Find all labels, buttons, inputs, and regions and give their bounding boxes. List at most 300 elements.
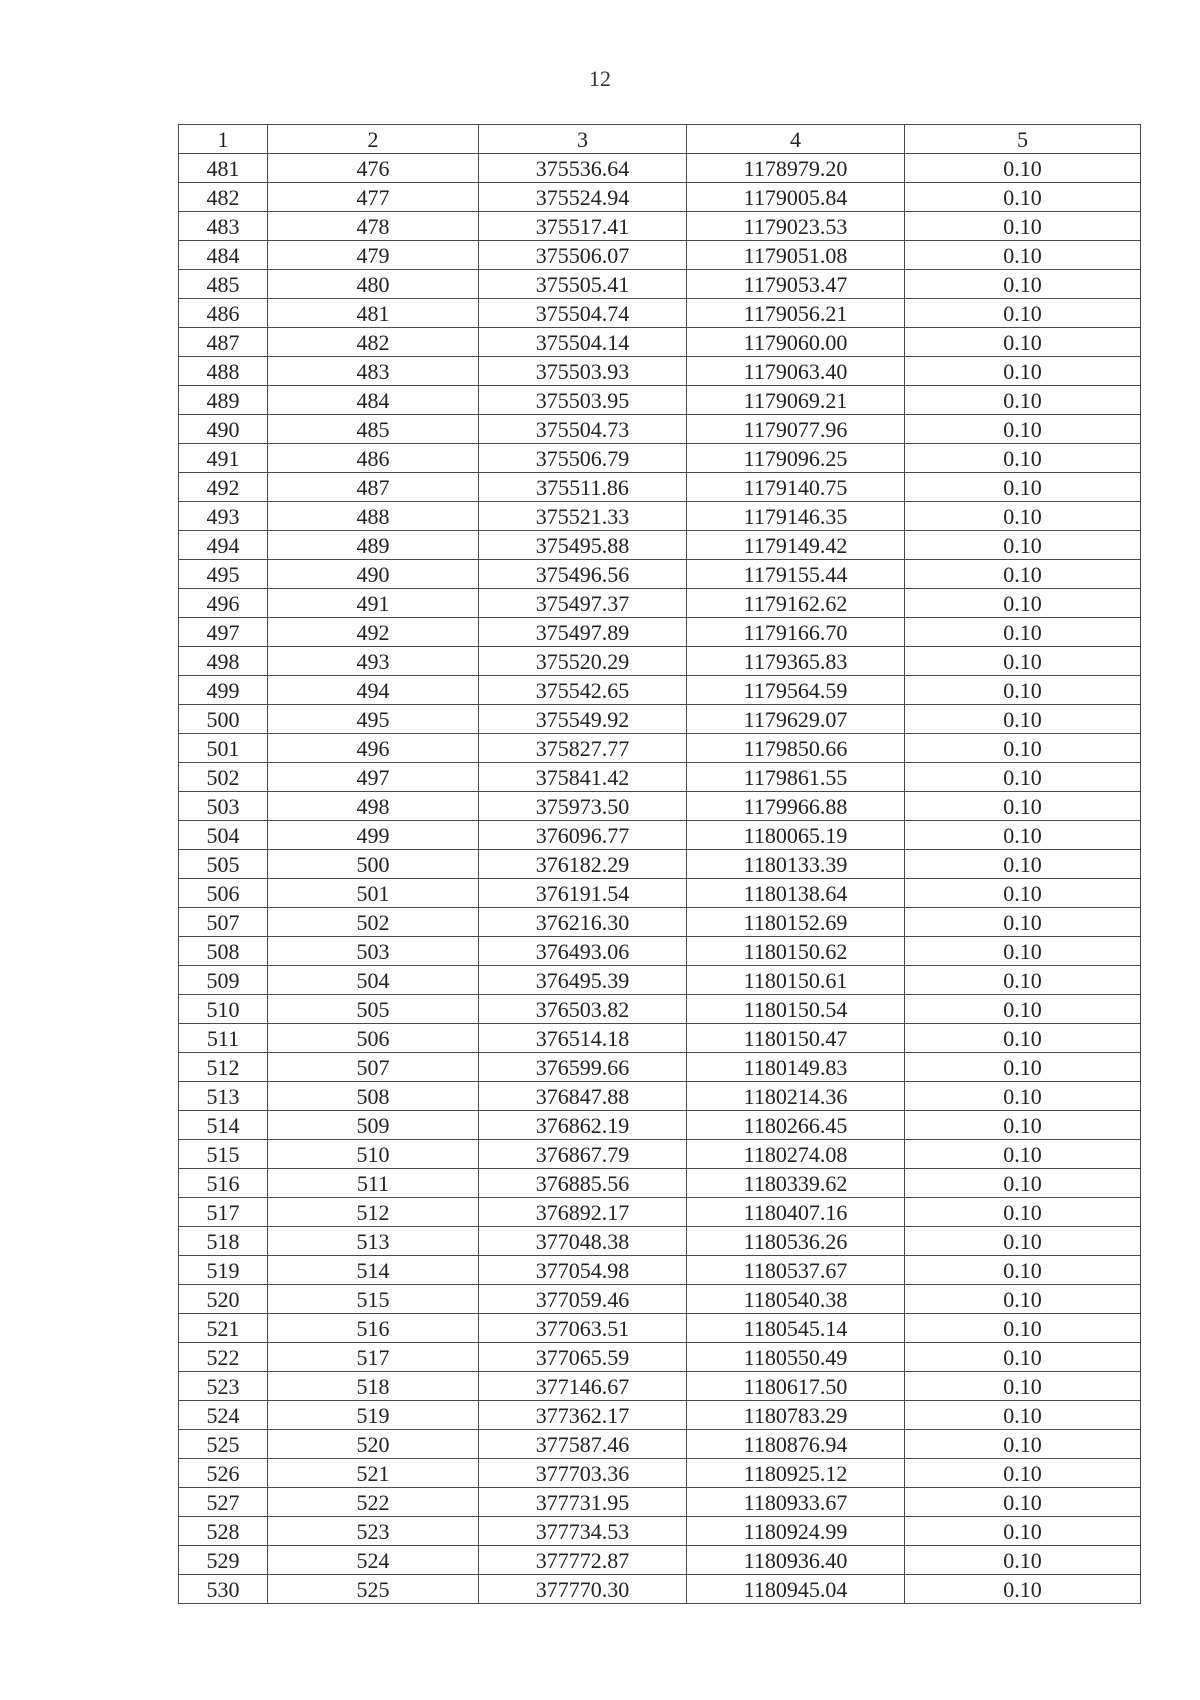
index-cell: 489 [268,531,479,560]
tolerance-cell: 0.10 [905,1372,1141,1401]
point-number-cell: 506 [179,879,268,908]
index-cell: 487 [268,473,479,502]
x-coordinate-cell: 375497.37 [479,589,687,618]
y-coordinate-cell: 1179053.47 [687,270,905,299]
index-cell: 502 [268,908,479,937]
y-coordinate-cell: 1180150.54 [687,995,905,1024]
index-cell: 518 [268,1372,479,1401]
tolerance-cell: 0.10 [905,1488,1141,1517]
tolerance-cell: 0.10 [905,792,1141,821]
x-coordinate-cell: 376892.17 [479,1198,687,1227]
y-coordinate-cell: 1180133.39 [687,850,905,879]
tolerance-cell: 0.10 [905,763,1141,792]
tolerance-cell: 0.10 [905,386,1141,415]
y-coordinate-cell: 1179162.62 [687,589,905,618]
y-coordinate-cell: 1180924.99 [687,1517,905,1546]
point-number-cell: 499 [179,676,268,705]
point-number-cell: 496 [179,589,268,618]
table-row [179,966,1141,995]
point-number-cell: 526 [179,1459,268,1488]
table-row [179,618,1141,647]
index-cell: 491 [268,589,479,618]
index-cell: 498 [268,792,479,821]
tolerance-cell: 0.10 [905,995,1141,1024]
column-header-2: 2 [268,125,479,154]
y-coordinate-cell: 1179629.07 [687,705,905,734]
point-number-cell: 500 [179,705,268,734]
point-number-cell: 524 [179,1401,268,1430]
point-number-cell: 527 [179,1488,268,1517]
tolerance-cell: 0.10 [905,1459,1141,1488]
tolerance-cell: 0.10 [905,270,1141,299]
y-coordinate-cell: 1180274.08 [687,1140,905,1169]
y-coordinate-cell: 1179365.83 [687,647,905,676]
point-number-cell: 495 [179,560,268,589]
tolerance-cell: 0.10 [905,1343,1141,1372]
point-number-cell: 486 [179,299,268,328]
point-number-cell: 517 [179,1198,268,1227]
tolerance-cell: 0.10 [905,1401,1141,1430]
table-row [179,386,1141,415]
point-number-cell: 483 [179,212,268,241]
index-cell: 507 [268,1053,479,1082]
table-row [179,154,1141,183]
x-coordinate-cell: 377772.87 [479,1546,687,1575]
x-coordinate-cell: 376862.19 [479,1111,687,1140]
table-row [179,1546,1141,1575]
tolerance-cell: 0.10 [905,821,1141,850]
tolerance-cell: 0.10 [905,328,1141,357]
table-row [179,1343,1141,1372]
x-coordinate-cell: 376599.66 [479,1053,687,1082]
point-number-cell: 492 [179,473,268,502]
index-cell: 479 [268,241,479,270]
x-coordinate-cell: 377059.46 [479,1285,687,1314]
x-coordinate-cell: 375495.88 [479,531,687,560]
y-coordinate-cell: 1179069.21 [687,386,905,415]
y-coordinate-cell: 1180065.19 [687,821,905,850]
index-cell: 482 [268,328,479,357]
column-header-4: 4 [687,125,905,154]
index-cell: 488 [268,502,479,531]
x-coordinate-cell: 376191.54 [479,879,687,908]
column-header-3: 3 [479,125,687,154]
x-coordinate-cell: 375524.94 [479,183,687,212]
header-row [179,125,1141,154]
x-coordinate-cell: 376514.18 [479,1024,687,1053]
tolerance-cell: 0.10 [905,473,1141,502]
table-row [179,1256,1141,1285]
x-coordinate-cell: 375504.14 [479,328,687,357]
y-coordinate-cell: 1179096.25 [687,444,905,473]
y-coordinate-cell: 1180150.61 [687,966,905,995]
table-row [179,502,1141,531]
point-number-cell: 493 [179,502,268,531]
index-cell: 509 [268,1111,479,1140]
y-coordinate-cell: 1180945.04 [687,1575,905,1604]
y-coordinate-cell: 1179005.84 [687,183,905,212]
x-coordinate-cell: 376096.77 [479,821,687,850]
table-row [179,1227,1141,1256]
tolerance-cell: 0.10 [905,415,1141,444]
x-coordinate-cell: 375520.29 [479,647,687,676]
table-row [179,705,1141,734]
index-cell: 506 [268,1024,479,1053]
index-cell: 521 [268,1459,479,1488]
y-coordinate-cell: 1180339.62 [687,1169,905,1198]
table-row [179,821,1141,850]
table-row [179,676,1141,705]
point-number-cell: 484 [179,241,268,270]
tolerance-cell: 0.10 [905,647,1141,676]
tolerance-cell: 0.10 [905,1546,1141,1575]
y-coordinate-cell: 1179063.40 [687,357,905,386]
table-row [179,647,1141,676]
table-row [179,212,1141,241]
point-number-cell: 501 [179,734,268,763]
index-cell: 514 [268,1256,479,1285]
table-row [179,1169,1141,1198]
table-row [179,241,1141,270]
tolerance-cell: 0.10 [905,1024,1141,1053]
index-cell: 510 [268,1140,479,1169]
point-number-cell: 502 [179,763,268,792]
tolerance-cell: 0.10 [905,966,1141,995]
table-row [179,1111,1141,1140]
tolerance-cell: 0.10 [905,850,1141,879]
table-row [179,357,1141,386]
y-coordinate-cell: 1180149.83 [687,1053,905,1082]
y-coordinate-cell: 1180936.40 [687,1546,905,1575]
x-coordinate-cell: 375506.07 [479,241,687,270]
table-row [179,792,1141,821]
x-coordinate-cell: 375827.77 [479,734,687,763]
x-coordinate-cell: 377734.53 [479,1517,687,1546]
point-number-cell: 505 [179,850,268,879]
point-number-cell: 515 [179,1140,268,1169]
tolerance-cell: 0.10 [905,241,1141,270]
tolerance-cell: 0.10 [905,1140,1141,1169]
point-number-cell: 504 [179,821,268,850]
point-number-cell: 530 [179,1575,268,1604]
table-row [179,1198,1141,1227]
x-coordinate-cell: 377587.46 [479,1430,687,1459]
tolerance-cell: 0.10 [905,937,1141,966]
tolerance-cell: 0.10 [905,908,1141,937]
y-coordinate-cell: 1178979.20 [687,154,905,183]
point-number-cell: 498 [179,647,268,676]
coordinates-table [178,124,1141,1604]
table-row [179,734,1141,763]
y-coordinate-cell: 1179850.66 [687,734,905,763]
tolerance-cell: 0.10 [905,1169,1141,1198]
point-number-cell: 529 [179,1546,268,1575]
tolerance-cell: 0.10 [905,1256,1141,1285]
x-coordinate-cell: 375497.89 [479,618,687,647]
index-cell: 519 [268,1401,479,1430]
y-coordinate-cell: 1179564.59 [687,676,905,705]
index-cell: 484 [268,386,479,415]
x-coordinate-cell: 375549.92 [479,705,687,734]
y-coordinate-cell: 1180876.94 [687,1430,905,1459]
index-cell: 520 [268,1430,479,1459]
point-number-cell: 528 [179,1517,268,1546]
index-cell: 494 [268,676,479,705]
x-coordinate-cell: 377054.98 [479,1256,687,1285]
table-row [179,328,1141,357]
point-number-cell: 490 [179,415,268,444]
table-row [179,1314,1141,1343]
table-row [179,1488,1141,1517]
index-cell: 522 [268,1488,479,1517]
table-row [179,473,1141,502]
x-coordinate-cell: 377048.38 [479,1227,687,1256]
point-number-cell: 511 [179,1024,268,1053]
table-header [179,125,1141,154]
index-cell: 486 [268,444,479,473]
tolerance-cell: 0.10 [905,1111,1141,1140]
y-coordinate-cell: 1179155.44 [687,560,905,589]
x-coordinate-cell: 376867.79 [479,1140,687,1169]
point-number-cell: 516 [179,1169,268,1198]
point-number-cell: 491 [179,444,268,473]
tolerance-cell: 0.10 [905,1575,1141,1604]
y-coordinate-cell: 1180150.47 [687,1024,905,1053]
y-coordinate-cell: 1180150.62 [687,937,905,966]
table-row [179,1401,1141,1430]
table-row [179,299,1141,328]
index-cell: 500 [268,850,479,879]
index-cell: 508 [268,1082,479,1111]
table-row [179,1082,1141,1111]
x-coordinate-cell: 377703.36 [479,1459,687,1488]
tolerance-cell: 0.10 [905,1053,1141,1082]
y-coordinate-cell: 1179077.96 [687,415,905,444]
y-coordinate-cell: 1180214.36 [687,1082,905,1111]
y-coordinate-cell: 1180545.14 [687,1314,905,1343]
index-cell: 503 [268,937,479,966]
table-row [179,183,1141,212]
tolerance-cell: 0.10 [905,1517,1141,1546]
index-cell: 481 [268,299,479,328]
x-coordinate-cell: 377731.95 [479,1488,687,1517]
index-cell: 492 [268,618,479,647]
table-row [179,908,1141,937]
x-coordinate-cell: 375496.56 [479,560,687,589]
x-coordinate-cell: 375521.33 [479,502,687,531]
table-row [179,1285,1141,1314]
table-row [179,850,1141,879]
tolerance-cell: 0.10 [905,531,1141,560]
point-number-cell: 514 [179,1111,268,1140]
x-coordinate-cell: 375536.64 [479,154,687,183]
y-coordinate-cell: 1179140.75 [687,473,905,502]
index-cell: 483 [268,357,479,386]
tolerance-cell: 0.10 [905,444,1141,473]
y-coordinate-cell: 1180617.50 [687,1372,905,1401]
y-coordinate-cell: 1179146.35 [687,502,905,531]
x-coordinate-cell: 376493.06 [479,937,687,966]
x-coordinate-cell: 376495.39 [479,966,687,995]
x-coordinate-cell: 377146.67 [479,1372,687,1401]
x-coordinate-cell: 375511.86 [479,473,687,502]
index-cell: 523 [268,1517,479,1546]
point-number-cell: 487 [179,328,268,357]
table-row [179,1140,1141,1169]
y-coordinate-cell: 1180933.67 [687,1488,905,1517]
index-cell: 478 [268,212,479,241]
x-coordinate-cell: 375973.50 [479,792,687,821]
table-row [179,995,1141,1024]
table-row [179,1459,1141,1488]
index-cell: 495 [268,705,479,734]
index-cell: 485 [268,415,479,444]
x-coordinate-cell: 375504.74 [479,299,687,328]
y-coordinate-cell: 1179060.00 [687,328,905,357]
y-coordinate-cell: 1179166.70 [687,618,905,647]
table-row [179,589,1141,618]
index-cell: 512 [268,1198,479,1227]
point-number-cell: 522 [179,1343,268,1372]
point-number-cell: 523 [179,1372,268,1401]
table-row [179,1024,1141,1053]
tolerance-cell: 0.10 [905,183,1141,212]
tolerance-cell: 0.10 [905,560,1141,589]
index-cell: 476 [268,154,479,183]
index-cell: 513 [268,1227,479,1256]
tolerance-cell: 0.10 [905,734,1141,763]
table-row [179,270,1141,299]
page-number: 12 [589,66,611,91]
x-coordinate-cell: 375504.73 [479,415,687,444]
table-row [179,531,1141,560]
table-row [179,1053,1141,1082]
point-number-cell: 519 [179,1256,268,1285]
y-coordinate-cell: 1179023.53 [687,212,905,241]
point-number-cell: 513 [179,1082,268,1111]
point-number-cell: 485 [179,270,268,299]
y-coordinate-cell: 1180540.38 [687,1285,905,1314]
x-coordinate-cell: 375506.79 [479,444,687,473]
point-number-cell: 494 [179,531,268,560]
x-coordinate-cell: 375542.65 [479,676,687,705]
index-cell: 516 [268,1314,479,1343]
x-coordinate-cell: 377362.17 [479,1401,687,1430]
y-coordinate-cell: 1180536.26 [687,1227,905,1256]
index-cell: 504 [268,966,479,995]
index-cell: 480 [268,270,479,299]
point-number-cell: 512 [179,1053,268,1082]
y-coordinate-cell: 1180138.64 [687,879,905,908]
y-coordinate-cell: 1180407.16 [687,1198,905,1227]
table-row [179,1575,1141,1604]
x-coordinate-cell: 375517.41 [479,212,687,241]
table-row [179,1517,1141,1546]
y-coordinate-cell: 1180550.49 [687,1343,905,1372]
table-body [179,154,1141,1604]
tolerance-cell: 0.10 [905,1198,1141,1227]
y-coordinate-cell: 1179861.55 [687,763,905,792]
x-coordinate-cell: 375505.41 [479,270,687,299]
index-cell: 517 [268,1343,479,1372]
y-coordinate-cell: 1180152.69 [687,908,905,937]
index-cell: 490 [268,560,479,589]
point-number-cell: 482 [179,183,268,212]
y-coordinate-cell: 1180266.45 [687,1111,905,1140]
index-cell: 477 [268,183,479,212]
table-row [179,879,1141,908]
index-cell: 501 [268,879,479,908]
x-coordinate-cell: 376216.30 [479,908,687,937]
y-coordinate-cell: 1179966.88 [687,792,905,821]
y-coordinate-cell: 1179149.42 [687,531,905,560]
tolerance-cell: 0.10 [905,357,1141,386]
x-coordinate-cell: 375503.93 [479,357,687,386]
table-row [179,1430,1141,1459]
table-row [179,763,1141,792]
tolerance-cell: 0.10 [905,299,1141,328]
table-row [179,444,1141,473]
table-row [179,1372,1141,1401]
x-coordinate-cell: 377063.51 [479,1314,687,1343]
tolerance-cell: 0.10 [905,676,1141,705]
tolerance-cell: 0.10 [905,502,1141,531]
point-number-cell: 509 [179,966,268,995]
tolerance-cell: 0.10 [905,589,1141,618]
x-coordinate-cell: 377065.59 [479,1343,687,1372]
point-number-cell: 510 [179,995,268,1024]
index-cell: 505 [268,995,479,1024]
x-coordinate-cell: 376503.82 [479,995,687,1024]
tolerance-cell: 0.10 [905,154,1141,183]
point-number-cell: 503 [179,792,268,821]
index-cell: 525 [268,1575,479,1604]
y-coordinate-cell: 1180925.12 [687,1459,905,1488]
y-coordinate-cell: 1180783.29 [687,1401,905,1430]
x-coordinate-cell: 376847.88 [479,1082,687,1111]
index-cell: 524 [268,1546,479,1575]
tolerance-cell: 0.10 [905,1314,1141,1343]
tolerance-cell: 0.10 [905,212,1141,241]
table-row [179,415,1141,444]
index-cell: 496 [268,734,479,763]
tolerance-cell: 0.10 [905,1082,1141,1111]
x-coordinate-cell: 376885.56 [479,1169,687,1198]
point-number-cell: 508 [179,937,268,966]
tolerance-cell: 0.10 [905,705,1141,734]
table-row [179,560,1141,589]
point-number-cell: 520 [179,1285,268,1314]
tolerance-cell: 0.10 [905,1430,1141,1459]
point-number-cell: 525 [179,1430,268,1459]
x-coordinate-cell: 375503.95 [479,386,687,415]
point-number-cell: 521 [179,1314,268,1343]
x-coordinate-cell: 375841.42 [479,763,687,792]
point-number-cell: 481 [179,154,268,183]
column-header-1: 1 [179,125,268,154]
index-cell: 493 [268,647,479,676]
point-number-cell: 497 [179,618,268,647]
point-number-cell: 518 [179,1227,268,1256]
index-cell: 511 [268,1169,479,1198]
tolerance-cell: 0.10 [905,618,1141,647]
point-number-cell: 488 [179,357,268,386]
column-header-5: 5 [905,125,1141,154]
y-coordinate-cell: 1179051.08 [687,241,905,270]
index-cell: 499 [268,821,479,850]
tolerance-cell: 0.10 [905,1285,1141,1314]
tolerance-cell: 0.10 [905,879,1141,908]
